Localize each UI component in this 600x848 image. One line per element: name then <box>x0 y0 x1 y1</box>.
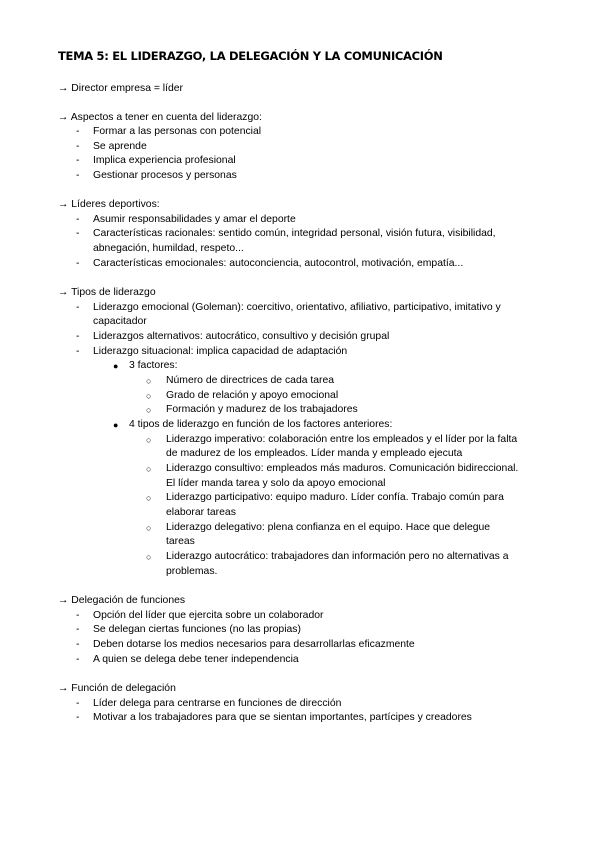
dash-marker: - <box>76 258 80 269</box>
arrow-icon: → <box>58 83 69 94</box>
sub-sub-list-item-continuation: tareas <box>166 536 195 547</box>
dash-marker: - <box>76 610 80 621</box>
section-heading: → Líderes deportivos: <box>58 199 160 210</box>
dash-marker: - <box>76 624 80 635</box>
section-heading: → Función de delegación <box>58 683 176 694</box>
list-item: Características racionales: sentido común, integridad personal, visión futura, visibilidad, <box>93 228 496 239</box>
list-item: Gestionar procesos y personas <box>93 170 237 181</box>
sub-list-item: 3 factores: <box>129 360 178 371</box>
circle-bullet-icon: ○ <box>146 552 152 562</box>
circle-bullet-icon: ○ <box>146 391 152 401</box>
list-item-continuation: abnegación, humildad, respeto... <box>93 243 244 254</box>
list-item: Se delegan ciertas funciones (no las propias) <box>93 624 301 635</box>
list-item: Opción del líder que ejercita sobre un colaborador <box>93 610 324 621</box>
dash-marker: - <box>76 654 80 665</box>
sub-sub-list-item: Liderazgo delegativo: plena confianza en el equipo. Hace que delegue <box>166 522 491 533</box>
dash-marker: - <box>76 302 80 313</box>
dash-marker: - <box>76 170 80 181</box>
sub-sub-list-item: Formación y madurez de los trabajadores <box>166 404 358 415</box>
list-item: Líder delega para centrarse en funciones de dirección <box>93 698 342 709</box>
list-item-continuation: capacitador <box>93 316 147 327</box>
dash-marker: - <box>76 228 80 239</box>
circle-bullet-icon: ○ <box>146 464 152 474</box>
sub-sub-list-item-continuation: de madurez de los empleados. Líder manda y empleado ejecuta <box>166 448 463 459</box>
sub-sub-list-item: Liderazgo participativo: equipo maduro. Líder confía. Trabajo común para <box>166 492 504 503</box>
arrow-icon: → <box>58 112 69 123</box>
circle-bullet-icon: ○ <box>146 405 152 415</box>
sub-sub-list-item: Liderazgo consultivo: empleados más maduros. Comunicación bidireccional. <box>166 463 519 474</box>
dash-marker: - <box>76 712 80 723</box>
dash-marker: - <box>76 331 80 342</box>
list-item: Formar a las personas con potencial <box>93 126 262 137</box>
section-heading: → Director empresa = líder <box>58 83 184 94</box>
list-item: Asumir responsabilidades y amar el deporte <box>93 214 296 225</box>
list-item: Deben dotarse los medios necesarios para desarrollarlas eficazmente <box>93 639 415 650</box>
circle-bullet-icon: ○ <box>146 493 152 503</box>
dash-marker: - <box>76 346 80 357</box>
list-item: Liderazgo situacional: implica capacidad de adaptación <box>93 346 348 357</box>
sub-sub-list-item: Liderazgo imperativo: colaboración entre los empleados y el líder por la falta <box>166 434 518 445</box>
arrow-icon: → <box>58 595 69 606</box>
sub-sub-list-item: Número de directrices de cada tarea <box>166 375 335 386</box>
section-heading: → Aspectos a tener en cuenta del liderazgo: <box>58 112 262 123</box>
arrow-icon: → <box>58 287 69 298</box>
circle-bullet-icon: ○ <box>146 376 152 386</box>
bullet-icon: ● <box>113 361 119 371</box>
page-title: TEMA 5: EL LIDERAZGO, LA DELEGACIÓN Y LA COMUNICACIÓN <box>58 49 443 63</box>
list-item: A quien se delega debe tener independencia <box>93 654 299 665</box>
dash-marker: - <box>76 639 80 650</box>
sub-sub-list-item-continuation: El líder manda tarea y solo da apoyo emocional <box>166 478 386 489</box>
arrow-icon: → <box>58 683 69 694</box>
dash-marker: - <box>76 155 80 166</box>
dash-marker: - <box>76 698 80 709</box>
dash-marker: - <box>76 126 80 137</box>
list-item: Características emocionales: autoconciencia, autocontrol, motivación, empatía... <box>93 258 464 269</box>
bullet-icon: ● <box>113 420 119 430</box>
sub-sub-list-item: Grado de relación y apoyo emocional <box>166 390 339 401</box>
sub-list-item: 4 tipos de liderazgo en función de los factores anteriores: <box>129 419 393 430</box>
list-item: Liderazgo emocional (Goleman): coercitivo, orientativo, afiliativo, participativo, imitativo y <box>93 302 501 313</box>
dash-marker: - <box>76 214 80 225</box>
section-heading: → Delegación de funciones <box>58 595 186 606</box>
section-heading: → Tipos de liderazgo <box>58 287 156 298</box>
list-item: Implica experiencia profesional <box>93 155 236 166</box>
arrow-icon: → <box>58 199 69 210</box>
dash-marker: - <box>76 141 80 152</box>
circle-bullet-icon: ○ <box>146 435 152 445</box>
sub-sub-list-item: Liderazgo autocrático: trabajadores dan información pero no alternativas a <box>166 551 509 562</box>
list-item: Se aprende <box>93 141 147 152</box>
sub-sub-list-item-continuation: elaborar tareas <box>166 507 236 518</box>
list-item: Liderazgos alternativos: autocrático, consultivo y decisión grupal <box>93 331 390 342</box>
sub-sub-list-item-continuation: problemas. <box>166 566 218 577</box>
circle-bullet-icon: ○ <box>146 523 152 533</box>
list-item: Motivar a los trabajadores para que se sientan importantes, partícipes y creadores <box>93 712 472 723</box>
